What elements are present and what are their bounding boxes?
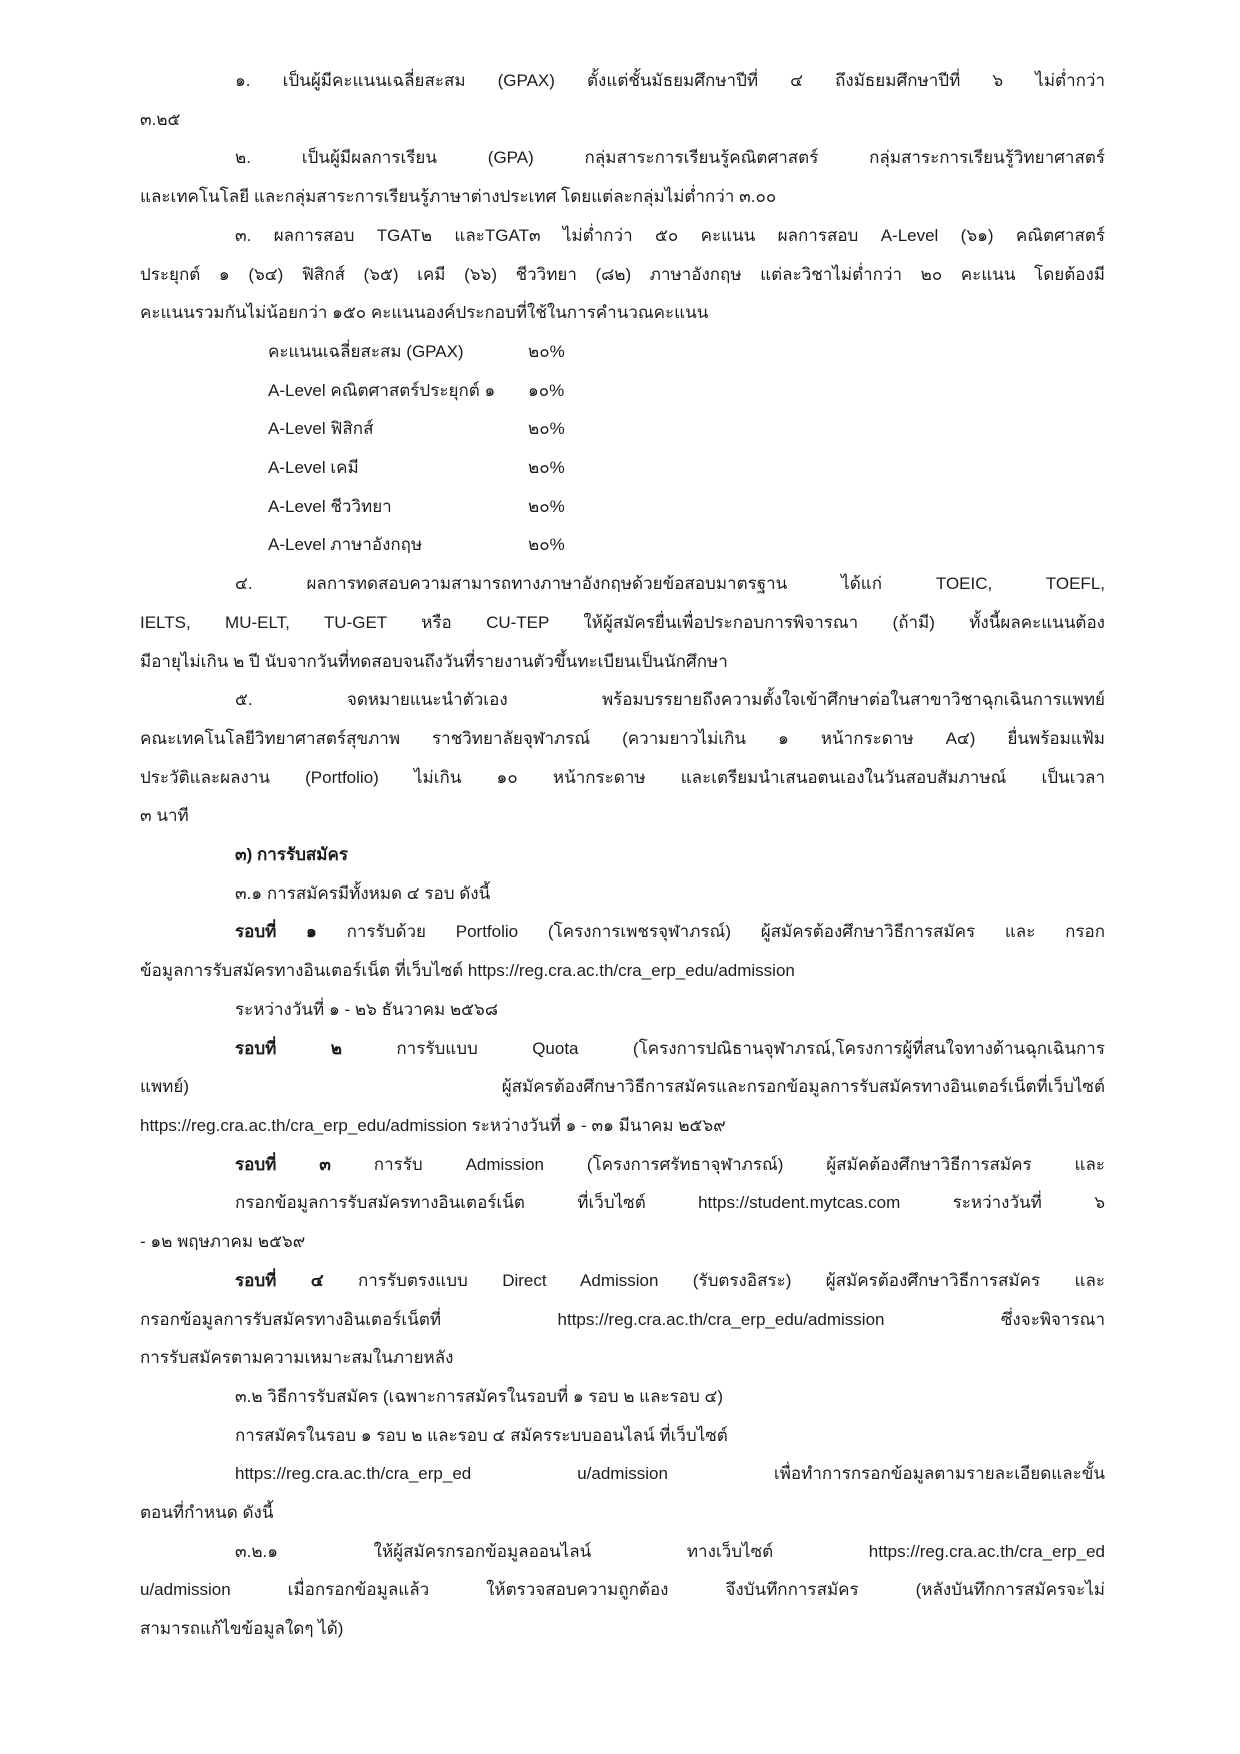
document-line: ๒. เป็นผู้มีผลการเรียน (GPA) กลุ่มสาระการเรียนรู้คณิตศาสตร์ กลุ่มสาระการเรียนรู้วิทยาศาสตร์ xyxy=(235,148,1105,168)
section-heading: ๓) การรับสมัคร xyxy=(235,845,348,865)
score-label: A-Level เคมี xyxy=(268,458,359,478)
line-text: การรับแบบ Quota (โครงการปณิธานจุฬาภรณ์,โครงการผู้ที่สนใจทางด้านฉุกเฉินการ xyxy=(341,1038,1105,1058)
score-row xyxy=(140,526,1105,565)
round-label: รอบที่ ๒ xyxy=(235,1038,342,1058)
line-text: การรับด้วย Portfolio (โครงการเพชรจุฬาภรณ์) ผู้สมัครต้องศึกษาวิธีการสมัคร และ กรอก xyxy=(316,922,1105,942)
score-label: A-Level ภาษาอังกฤษ xyxy=(268,535,423,555)
document-line: ๓.๒๕ xyxy=(140,109,181,129)
round-label: รอบที่ ๔ xyxy=(235,1270,324,1290)
document-line: ตอนที่กำหนด ดังนี้ xyxy=(140,1503,274,1523)
document-line xyxy=(140,1262,1105,1301)
round-label: รอบที่ ๑ xyxy=(235,922,317,942)
document-line: ๔. ผลการทดสอบความสามารถทางภาษาอังกฤษด้วยข้อสอบมาตรฐาน ได้แก่ TOEIC, TOEFL, xyxy=(235,574,1105,594)
score-label: A-Level ชีววิทยา xyxy=(268,496,392,516)
score-value: ๒๐% xyxy=(528,458,565,478)
score-row xyxy=(140,333,1105,372)
score-value: ๒๐% xyxy=(528,535,565,555)
document-line: ๓.๑ การสมัครมีทั้งหมด ๔ รอบ ดังนี้ xyxy=(235,883,491,903)
document-line: u/admission เมื่อกรอกข้อมูลแล้ว ให้ตรวจสอบความถูกต้อง จึงบันทึกการสมัคร (หลังบันทึกการสมัครจะไม่ xyxy=(140,1580,1105,1600)
score-label: คะแนนเฉลี่ยสะสม (GPAX) xyxy=(268,341,464,361)
score-row xyxy=(140,372,1105,411)
document-line: ประวัติและผลงาน (Portfolio) ไม่เกิน ๑๐ หน้ากระดาษ และเตรียมนำเสนอตนเองในวันสอบสัมภาษณ์ เป็นเวลา xyxy=(140,767,1105,787)
document-line: https://reg.cra.ac.th/cra_erp_ed u/admission เพื่อทำการกรอกข้อมูลตามรายละเอียดและขั้น xyxy=(235,1464,1105,1484)
score-label: A-Level คณิตศาสตร์ประยุกต์ ๑ xyxy=(268,380,496,400)
document-line: ๓. ผลการสอบ TGAT๒ และTGAT๓ ไม่ต่ำกว่า ๕๐ คะแนน ผลการสอบ A-Level (๖๑) คณิตศาสตร์ xyxy=(235,225,1105,245)
document-line: คณะเทคโนโลยีวิทยาศาสตร์สุขภาพ ราชวิทยาลัยจุฬาภรณ์ (ความยาวไม่เกิน ๑ หน้ากระดาษ A๔) ยื่นพร้อมแฟ้ม xyxy=(140,728,1105,748)
document-line: สามารถแก้ไขข้อมูลใดๆ ได้) xyxy=(140,1619,344,1639)
document-line: คะแนนรวมกันไม่น้อยกว่า ๑๕๐ คะแนนองค์ประกอบที่ใช้ในการคำนวณคะแนน xyxy=(140,303,709,323)
document-line: และเทคโนโลยี และกลุ่มสาระการเรียนรู้ภาษาต่างประเทศ โดยแต่ละกลุ่มไม่ต่ำกว่า ๓.๐๐ xyxy=(140,187,777,207)
line-text: การรับ Admission (โครงการศรัทธาจุฬาภรณ์) ผู้สมัคต้องศึกษาวิธีการสมัคร และ xyxy=(330,1154,1105,1174)
document-line: ประยุกต์ ๑ (๖๔) ฟิสิกส์ (๖๕) เคมี (๖๖) ชีววิทยา (๘๒) ภาษาอังกฤษ แต่ละวิชาไม่ต่ำกว่า ๒๐ คะแนน โดยต้องมี xyxy=(140,264,1105,284)
document-line: การสมัครในรอบ ๑ รอบ ๒ และรอบ ๔ สมัครระบบออนไลน์ ที่เว็บไซต์ xyxy=(235,1425,728,1445)
document-line: กรอกข้อมูลการรับสมัครทางอินเตอร์เน็ตที่ https://reg.cra.ac.th/cra_erp_edu/admission ซึ่งจะพิจารณา xyxy=(140,1309,1105,1329)
document-line: ๓.๒.๑ ให้ผู้สมัครกรอกข้อมูลออนไลน์ ทางเว็บไซต์ https://reg.cra.ac.th/cra_erp_ed xyxy=(235,1541,1105,1561)
document-line: ๑. เป็นผู้มีคะแนนเฉลี่ยสะสม (GPAX) ตั้งแต่ชั้นมัธยมศึกษาปีที่ ๔ ถึงมัธยมศึกษาปีที่ ๖ ไม่ต่ำกว่า xyxy=(235,71,1105,90)
line-text: การรับตรงแบบ Direct Admission (รับตรงอิสระ) ผู้สมัครต้องศึกษาวิธีการสมัคร และ xyxy=(323,1270,1105,1290)
score-value: ๑๐% xyxy=(528,380,565,400)
document-line: ระหว่างวันที่ ๑ - ๒๖ ธันวาคม ๒๕๖๘ xyxy=(235,999,498,1019)
score-value: ๒๐% xyxy=(528,419,565,439)
score-row xyxy=(140,449,1105,488)
score-value: ๒๐% xyxy=(528,341,565,361)
score-row xyxy=(140,488,1105,527)
document-line: - ๑๒ พฤษภาคม ๒๕๖๙ xyxy=(140,1232,306,1252)
document-line: ๕. จดหมายแนะนำตัวเอง พร้อมบรรยายถึงความตั้งใจเข้าศึกษาต่อในสาขาวิชาฉุกเฉินการแพทย์ xyxy=(235,690,1105,710)
score-row xyxy=(140,410,1105,449)
document-line: การรับสมัครตามความเหมาะสมในภายหลัง xyxy=(140,1348,454,1368)
document-line xyxy=(140,1146,1105,1185)
document-line: ๓ นาที xyxy=(140,806,189,826)
round-label: รอบที่ ๓ xyxy=(235,1154,331,1174)
document-line xyxy=(140,913,1105,952)
document-line: IELTS, MU-ELT, TU-GET หรือ CU-TEP ให้ผู้สมัครยื่นเพื่อประกอบการพิจารณา (ถ้ามี) ทั้งนี้ผลคะแนนต้อง xyxy=(140,612,1105,632)
document-line: https://reg.cra.ac.th/cra_erp_edu/admission ระหว่างวันที่ ๑ - ๓๑ มีนาคม ๒๕๖๙ xyxy=(140,1115,726,1135)
score-value: ๒๐% xyxy=(528,496,565,516)
document-line: แพทย์) ผู้สมัครต้องศึกษาวิธีการสมัครและกรอกข้อมูลการรับสมัครทางอินเตอร์เน็ตที่เว็บไซต์ xyxy=(140,1077,1105,1097)
document-line: ๓.๒ วิธีการรับสมัคร (เฉพาะการสมัครในรอบที่ ๑ รอบ ๒ และรอบ ๔) xyxy=(235,1386,724,1406)
document-line: มีอายุไม่เกิน ๒ ปี นับจากวันที่ทดสอบจนถึงวันที่รายงานตัวขึ้นทะเบียนเป็นนักศึกษา xyxy=(140,651,728,671)
document-line: ข้อมูลการรับสมัครทางอินเตอร์เน็ต ที่เว็บไซต์ https://reg.cra.ac.th/cra_erp_edu/admission xyxy=(140,961,795,981)
document-line xyxy=(140,1030,1105,1069)
score-label: A-Level ฟิสิกส์ xyxy=(268,419,374,439)
document-line: กรอกข้อมูลการรับสมัครทางอินเตอร์เน็ต ที่เว็บไซต์ https://student.mytcas.com ระหว่างวันที่ ๖ xyxy=(235,1193,1105,1213)
